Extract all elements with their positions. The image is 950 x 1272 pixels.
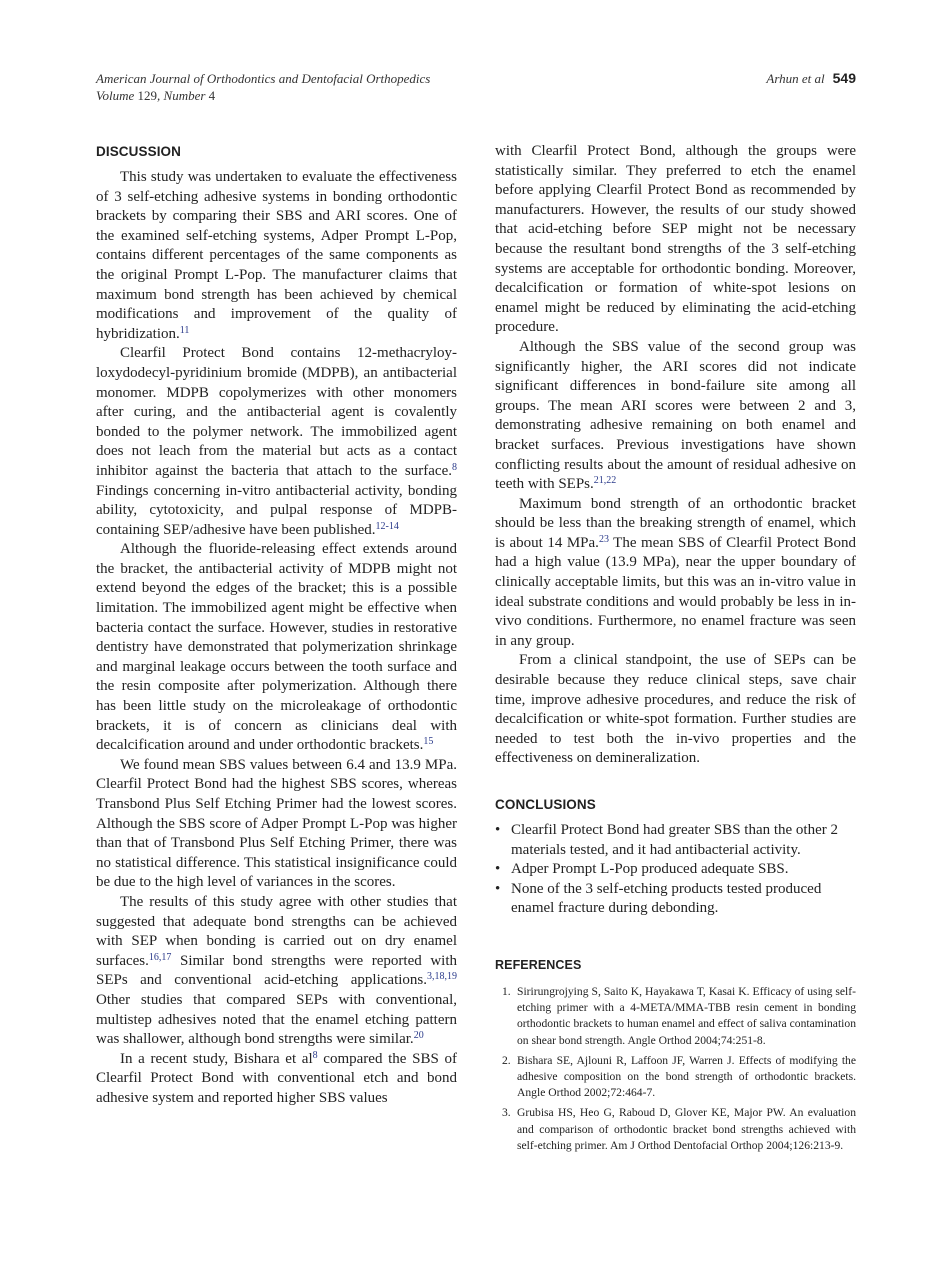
list-item: [495, 860, 856, 880]
citation-ref: 11: [179, 324, 190, 336]
paragraph-text: This study was undertaken to evaluate the effectiveness of 3 self-etching adhesive systems in bonding orthodontic brackets by comparing their SBS and ARI scores. One of the examined self-etching systems, Adper Prompt L-Pop, contains different percentages of the same components as the original Prompt L-Pop. The manufacturer claims that maximum bond strength has been achieved by chemical modifications and improvement of the quality of hybridization.: [96, 169, 457, 342]
discussion-heading: DISCUSSION: [96, 144, 182, 159]
conclusion-text: Clearfil Protect Bond had greater SBS than the other 2 materials tested, and it had antibacterial activity.: [511, 822, 839, 858]
citation-ref: 23: [598, 533, 609, 545]
paragraph-text: Although the SBS value of the second group was significantly higher, the ARI scores did not indicate significant differences in bond-failure site among all groups. The mean ARI scores were between 2 and 3, demonstrating adhesive remaining on both enamel and bracket surfaces. Previous investigations have shown conflicting results about the amount of residual adhesive on teeth with SEPs.: [495, 338, 856, 493]
discussion-paragraph-continued: with Clearfil Protect Bond, although the groups were statistically similar. They preferred to etch the enamel before applying Clearfil Protect Bond as recommended by manufacturers. However, the results of our study showed that acid-etching before SEP might not be necessary because the resultant bond strengths of the 3 self-etching systems are acceptable for orthodontic bonding. Moreover, decalcification or formation of white-spot lesions on enamel might be reduced by eliminating the acid-etching procedure.: [495, 143, 856, 336]
reference-number: 3.: [502, 1106, 511, 1120]
paragraph-text: Clearfil Protect Bond contains 12-methacryloyloxydodecyl-pyridinium bromide (MDPB), an antibacterial monomer. MDPB copolymerizes with other monomers after curing, and the antibacterial agent is covalently bonded to the polymer network. The immobilized agent does not leach from the material but acts as a contact inhibitor against the bacteria that attach to the surface.: [96, 345, 457, 479]
volume-line: [96, 87, 430, 104]
author-page: [766, 70, 856, 87]
conclusions-heading: CONCLUSIONS: [495, 797, 596, 812]
discussion-paragraph: [96, 1050, 457, 1109]
discussion-paragraph: [96, 893, 457, 1050]
reference-item: [495, 1105, 856, 1154]
reference-number: 2.: [502, 1053, 511, 1067]
discussion-paragraph: [495, 338, 856, 495]
reference-item: [495, 984, 856, 1049]
journal-title: American Journal of Orthodontics and Dentofacial Orthopedics: [96, 71, 431, 86]
reference-text: Grubisa HS, Heo G, Raboud D, Glover KE, Major PW. An evaluation and comparison of orthodontic bracket bond strengths achieved with self-etching primer. Am J Orthod Dentofacial Orthop 2004;126:213-9.: [517, 1106, 856, 1152]
paragraph-text: Similar bond strengths were reported with SEPs and conventional acid-etching applications.: [96, 952, 457, 989]
volume-number: 129: [137, 88, 158, 103]
running-authors: Arhun et al: [766, 71, 825, 86]
citation-ref: 15: [423, 736, 434, 748]
discussion-paragraph: We found mean SBS values between 6.4 and 13.9 MPa. Clearfil Protect Bond had the highest SBS scores, whereas Transbond Plus Self Etching Primer had the lowest scores. Although the SBS score of Adper Prompt L-Pop was higher than that of Transbond Plus Self Etching Primer, there was no statistical difference. This statistical insignificance could be due to the high level of variances in the scores.: [96, 756, 457, 891]
reference-item: [495, 1053, 856, 1102]
page-number: 549: [832, 70, 856, 86]
citation-ref: 16,17: [148, 951, 172, 963]
citation-ref: 8: [452, 461, 457, 473]
paragraph-text: The mean SBS of Clearfil Protect Bond had a high value (13.9 MPa), near the upper boundary of clinically acceptable limits, but this was an in-vitro value in ideal substrate conditions and would probably be less in in-vivo conditions. Furthermore, no enamel fracture was seen in any group.: [495, 534, 856, 649]
paragraph-text: In a recent study, Bishara et al: [120, 1050, 313, 1067]
citation-ref: 8: [312, 1049, 318, 1061]
list-item: [495, 880, 856, 919]
paragraph-text: Maximum bond strength of an orthodontic bracket should be less than the breaking strength of enamel, which is about 14 MPa.: [495, 495, 856, 551]
citation-ref: 12-14: [375, 520, 399, 532]
discussion-paragraph: From a clinical standpoint, the use of SEPs can be desirable because they reduce clinical steps, save chair time, improve adhesive procedures, and reduce the risk of decalcification or white-spot formation. Further studies are needed to test both the in-vivo properties and the effectiveness on demineralization.: [495, 652, 856, 767]
reference-text: Sirirungrojying S, Saito K, Hayakawa T, Kasai K. Efficacy of using self-etching primer with a 4-META/MMA-TBB resin cement in bonding orthodontic brackets to human enamel and effect of saliva contamination on shear bond strength. Angle Orthod 2004;74:251-8.: [517, 984, 856, 1047]
bullet-icon: •: [495, 880, 501, 897]
issue-number: 4: [208, 88, 216, 103]
paragraph-text: compared the SBS of Clearfil Protect Bond with conventional etch and bond adhesive system and reported higher SBS values: [96, 1050, 457, 1106]
discussion-paragraph: [96, 540, 457, 756]
paragraph-text: The results of this study agree with other studies that suggested that adequate bond strengths can be achieved with SEP when bonding is carried out on dry enamel surfaces.: [96, 893, 457, 969]
paragraph-text: Findings concerning in-vitro antibacterial activity, bonding ability, cytotoxicity, and pulpal response of MDPB-containing SEP/adhesive have been published.: [96, 482, 457, 538]
left-column: [96, 142, 457, 1109]
reference-text: Bishara SE, Ajlouni R, Laffoon JF, Warren J. Effects of modifying the adhesive composition on the bond strength of orthodontic brackets. Angle Orthod 2002;72:464-7.: [517, 1053, 856, 1100]
references-list: [495, 984, 856, 1154]
reference-number: 1.: [502, 984, 511, 998]
conclusion-text: Adper Prompt L-Pop produced adequate SBS.: [511, 861, 789, 878]
conclusions-list: [495, 821, 856, 919]
right-column: [495, 142, 856, 1158]
paragraph-text: Although the fluoride-releasing effect extends around the bracket, the antibacterial activity of MDPB might not extend beyond the edges of the bracket; this is a possible limitation. The immobilized agent might be effective when bacteria contact the surface. However, studies in restorative dentistry have demonstrated that polymerization shrinkage and marginal leakage occurs between the tooth surface and the resin composite after polymerization. Although there has been little study on the microleakage of orthodontic brackets, it is of concern as clinicians deal with decalcification around and under orthodontic brackets.: [96, 541, 457, 754]
discussion-paragraph: [96, 344, 457, 540]
volume-prefix: Volume: [96, 88, 135, 103]
discussion-paragraph: [96, 168, 457, 344]
discussion-paragraph: [495, 495, 856, 652]
conclusion-text: None of the 3 self-etching products tested produced enamel fracture during debonding.: [511, 880, 822, 917]
paragraph-text: Other studies that compared SEPs with conventional, multistep adhesives noted that the enamel etching pattern was shallower, although bond strengths were similar.: [96, 991, 457, 1048]
references-heading: REFERENCES: [495, 957, 582, 972]
citation-ref: 21,22: [593, 475, 617, 487]
citation-ref: 20: [413, 1030, 424, 1042]
citation-ref: 3,18,19: [427, 971, 457, 983]
bullet-icon: •: [495, 822, 501, 838]
bullet-icon: •: [495, 861, 501, 878]
list-item: [495, 821, 856, 860]
journal-citation: [96, 70, 430, 104]
number-prefix: , Number: [157, 88, 206, 103]
